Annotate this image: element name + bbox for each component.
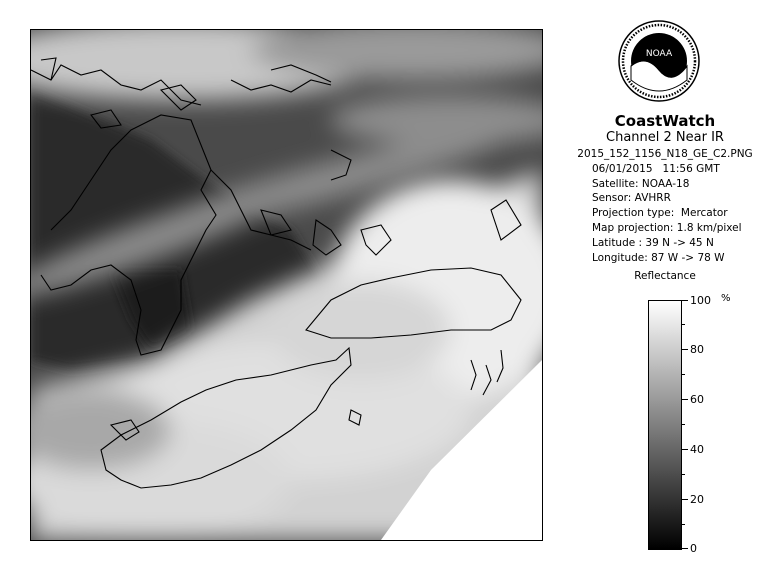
noaa-text: NOAA bbox=[645, 49, 673, 59]
map-svg bbox=[31, 30, 542, 540]
colorbar-minor-tick bbox=[682, 374, 685, 375]
latitude: Latitude : 39 N -> 45 N bbox=[592, 236, 714, 249]
colorbar-unit: % bbox=[721, 293, 731, 304]
channel-title: Channel 2 Near IR bbox=[606, 130, 724, 145]
colorbar-tick bbox=[682, 399, 688, 400]
datetime: 06/01/2015 11:56 GMT bbox=[592, 162, 720, 175]
colorbar-label-20: 20 bbox=[690, 493, 704, 506]
colorbar-minor-tick bbox=[682, 474, 685, 475]
colorbar-tick bbox=[682, 499, 688, 500]
colorbar-minor-tick bbox=[682, 324, 685, 325]
colorbar-title: Reflectance bbox=[634, 270, 696, 282]
colorbar bbox=[648, 300, 682, 550]
colorbar-tick bbox=[682, 449, 688, 450]
colorbar-tick bbox=[682, 349, 688, 350]
colorbar-label-80: 80 bbox=[690, 343, 704, 356]
noaa-logo bbox=[618, 20, 700, 102]
colorbar-label-60: 60 bbox=[690, 393, 704, 406]
map-projection: Map projection: 1.8 km/pixel bbox=[592, 221, 742, 234]
sensor: Sensor: AVHRR bbox=[592, 192, 671, 205]
filename: 2015_152_1156_N18_GE_C2.PNG bbox=[577, 148, 753, 160]
colorbar-label-100: 100 bbox=[690, 294, 711, 307]
longitude: Longitude: 87 W -> 78 W bbox=[592, 251, 725, 264]
brand-title: CoastWatch bbox=[614, 112, 716, 130]
satellite-image bbox=[30, 29, 543, 541]
colorbar-minor-tick bbox=[682, 524, 685, 525]
info-block bbox=[560, 147, 770, 265]
colorbar-tick bbox=[682, 548, 688, 549]
colorbar-tick bbox=[682, 300, 688, 301]
colorbar-label-40: 40 bbox=[690, 443, 704, 456]
satellite: Satellite: NOAA-18 bbox=[592, 177, 690, 190]
projection-type: Projection type: Mercator bbox=[592, 207, 728, 220]
noaa-logo-icon bbox=[618, 20, 700, 102]
colorbar-label-0: 0 bbox=[690, 542, 697, 555]
colorbar-minor-tick bbox=[682, 424, 685, 425]
